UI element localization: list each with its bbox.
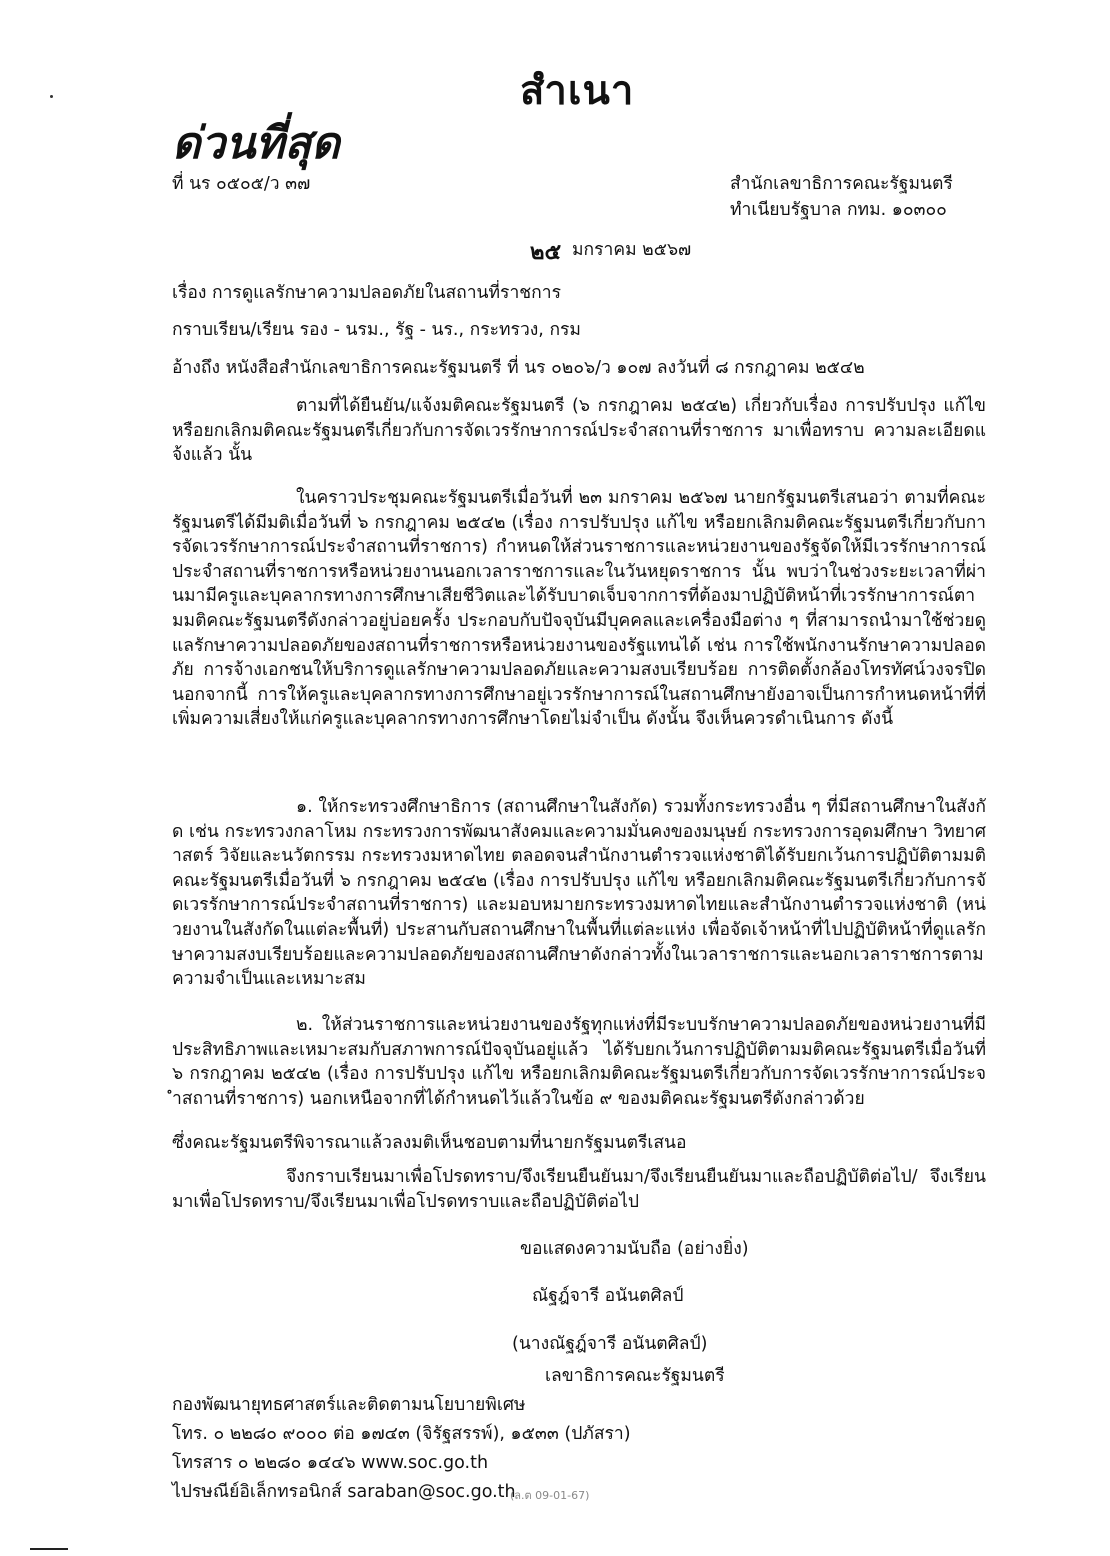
- recipient-line: กราบเรียน/เรียน รอง - นรม., รัฐ - นร., กระทรวง, กรม: [172, 320, 581, 340]
- footer-reference-note: (ล.ต 09-01-67): [510, 1489, 590, 1502]
- scan-speck: [50, 95, 53, 98]
- date-day: ๒๕: [530, 240, 562, 265]
- signatory-name: (นางณัฐฎ์จารี อนันตศิลป์): [512, 1334, 708, 1354]
- signatory-title: เลขาธิการคณะรัฐมนตรี: [545, 1366, 725, 1386]
- footer-fax: โทรสาร ๐ ๒๒๘๐ ๑๔๔๖ www.soc.go.th: [172, 1453, 489, 1473]
- body-paragraph-5: ซึ่งคณะรัฐมนตรีพิจารณาแล้วลงมติเห็นชอบตามที่นายกรัฐมนตรีเสนอ: [172, 1133, 687, 1153]
- urgency-heading: ด่วนที่สุด: [172, 118, 340, 169]
- sender-address: ทำเนียบรัฐบาล กทม. ๑๐๓๐๐: [730, 200, 947, 220]
- body-paragraph-1: ตามที่ได้ยืนยัน/แจ้งมติคณะรัฐมนตรี (๖ กรกฎาคม ๒๕๔๒) เกี่ยวกับเรื่อง การปรับปรุง แก้ไข หรือยกเลิกมติคณะรัฐมนตรีเกี่ยวกับการจัดเวรรักษาการณ์ประจำสถานที่ราชการ มาเพื่อทราบ ความละเอียดแจ้งแล้ว นั้น: [172, 396, 986, 466]
- document-number: ที่ นร ๐๕๐๕/ว ๓๗: [172, 174, 311, 194]
- sender-office: สำนักเลขาธิการคณะรัฐมนตรี: [730, 174, 953, 194]
- footer-phone: โทร. ๐ ๒๒๘๐ ๙๐๐๐ ต่อ ๑๗๔๓ (จิรัฐสรรพ์), ๑๕๓๓ (ปภัสรา): [172, 1424, 631, 1444]
- reference-line: อ้างถึง หนังสือสำนักเลขาธิการคณะรัฐมนตรี ที่ นร ๐๒๐๖/ว ๑๐๗ ลงวันที่ ๘ กรกฎาคม ๒๕๔๒: [172, 358, 865, 378]
- footer-email: ไปรษณีย์อิเล็กทรอนิกส์ saraban@soc.go.th: [172, 1482, 516, 1502]
- scan-edge-mark: [30, 1548, 68, 1550]
- body-paragraph-4: ๒. ให้ส่วนราชการและหน่วยงานของรัฐทุกแห่งที่มีระบบรักษาความปลอดภัยของหน่วยงานที่มีประสิทธิภาพและเหมาะสมกับสภาพการณ์ปัจจุบันอยู่แล้ว ได้รับยกเว้นการปฏิบัติตามมติคณะรัฐมนตรีเมื่อวันที่ ๖ กรกฎาคม ๒๕๔๒ (เรื่อง การปรับปรุง แก้ไข หรือยกเลิกมติคณะรัฐมนตรีเกี่ยวกับการจัดเวรรักษาการณ์ประจำสถานที่ราชการ) นอกเหนือจากที่ได้กำหนดไว้แล้วในข้อ ๙ ของมติคณะรัฐมนตรีดังกล่าวด้วย: [172, 1015, 986, 1109]
- closing-request: จึงกราบเรียนมาเพื่อโปรดทราบ/จึงเรียนยืนยันมา/จึงเรียนยืนยันมาและถือปฏิบัติต่อไป/ จึงเรียนมาเพื่อโปรดทราบ/จึงเรียนมาเพื่อโปรดทราบและถือปฏิบัติต่อไป: [172, 1167, 986, 1212]
- copy-stamp: สำเนา: [520, 68, 635, 114]
- footer-division: กองพัฒนายุทธศาสตร์และติดตามนโยบายพิเศษ: [172, 1395, 526, 1415]
- body-paragraph-3: ๑. ให้กระทรวงศึกษาธิการ (สถานศึกษาในสังกัด) รวมทั้งกระทรวงอื่น ๆ ที่มีสถานศึกษาในสังกัด เช่น กระทรวงกลาโหม กระทรวงการพัฒนาสังคมและความมั่นคงของมนุษย์ กระทรวงการอุดมศึกษา วิทยาศาสตร์ วิจัยและนวัตกรรม กระทรวงมหาดไทย ตลอดจนสำนักงานตำรวจแห่งชาติได้รับยกเว้นการปฏิบัติตามมติคณะรัฐมนตรีเมื่อวันที่ ๖ กรกฎาคม ๒๕๔๒ (เรื่อง การปรับปรุง แก้ไข หรือยกเลิกมติคณะรัฐมนตรีเกี่ยวกับการจัดเวรรักษาการณ์ประจำสถานที่ราชการ) และมอบหมายกระทรวงมหาดไทยและสำนักงานตำรวจแห่งชาติ (หน่วยงานในสังกัดในแต่ละพื้นที่) ประสานกับสถานศึกษาในพื้นที่แต่ละแห่ง เพื่อจัดเจ้าหน้าที่ไปปฏิบัติหน้าที่ดูแลรักษาความสงบเรียบร้อยและความปลอดภัยของสถานศึกษาดังกล่าวทั้งในเวลาราชการและนอกเวลาราชการตามความจำเป็นและเหมาะสม: [172, 797, 986, 990]
- signature: ณัฐฎ์จารี อนันตศิลป์: [532, 1286, 684, 1306]
- subject-line: เรื่อง การดูแลรักษาความปลอดภัยในสถานที่ราชการ: [172, 283, 561, 303]
- body-paragraph-2: ในคราวประชุมคณะรัฐมนตรีเมื่อวันที่ ๒๓ มกราคม ๒๕๖๗ นายกรัฐมนตรีเสนอว่า ตามที่คณะรัฐมนตรีได้มีมติเมื่อวันที่ ๖ กรกฎาคม ๒๕๔๒ (เรื่อง การปรับปรุง แก้ไข หรือยกเลิกมติคณะรัฐมนตรีเกี่ยวกับการจัดเวรรักษาการณ์ประจำสถานที่ราชการ) กำหนดให้ส่วนราชการและหน่วยงานของรัฐจัดให้มีเวรรักษาการณ์ประจำสถานที่ราชการหรือหน่วยงานนอกเวลาราชการและในวันหยุดราชการ นั้น พบว่าในช่วงระยะเวลาที่ผ่านมามีครูและบุคลากรทางการศึกษาเสียชีวิตและได้รับบาดเจ็บจากการที่ต้องมาปฏิบัติหน้าที่เวรรักษาการณ์ตามมติคณะรัฐมนตรีดังกล่าวอยู่บ่อยครั้ง ประกอบกับปัจจุบันมีบุคคลและเครื่องมือต่าง ๆ ที่สามารถนำมาใช้ช่วยดูแลรักษาความปลอดภัยของสถานที่ราชการหรือหน่วยงานของรัฐแทนได้ เช่น การใช้พนักงานรักษาความปลอดภัย การจ้างเอกชนให้บริการดูแลรักษาความปลอดภัยและความสงบเรียบร้อย การติดตั้งกล้องโทรทัศน์วงจรปิด นอกจากนี้ การให้ครูและบุคลากรทางการศึกษาอยู่เวรรักษาการณ์ในสถานศึกษายังอาจเป็นการกำหนดหน้าที่ที่เพิ่มความเสี่ยงให้แก่ครูและบุคลากรทางการศึกษาโดยไม่จำเป็น ดังนั้น จึงเห็นควรดำเนินการ ดังนี้: [172, 488, 986, 730]
- closing-salutation: ขอแสดงความนับถือ (อย่างยิ่ง): [520, 1239, 749, 1259]
- date-month-year: มกราคม ๒๕๖๗: [572, 240, 692, 260]
